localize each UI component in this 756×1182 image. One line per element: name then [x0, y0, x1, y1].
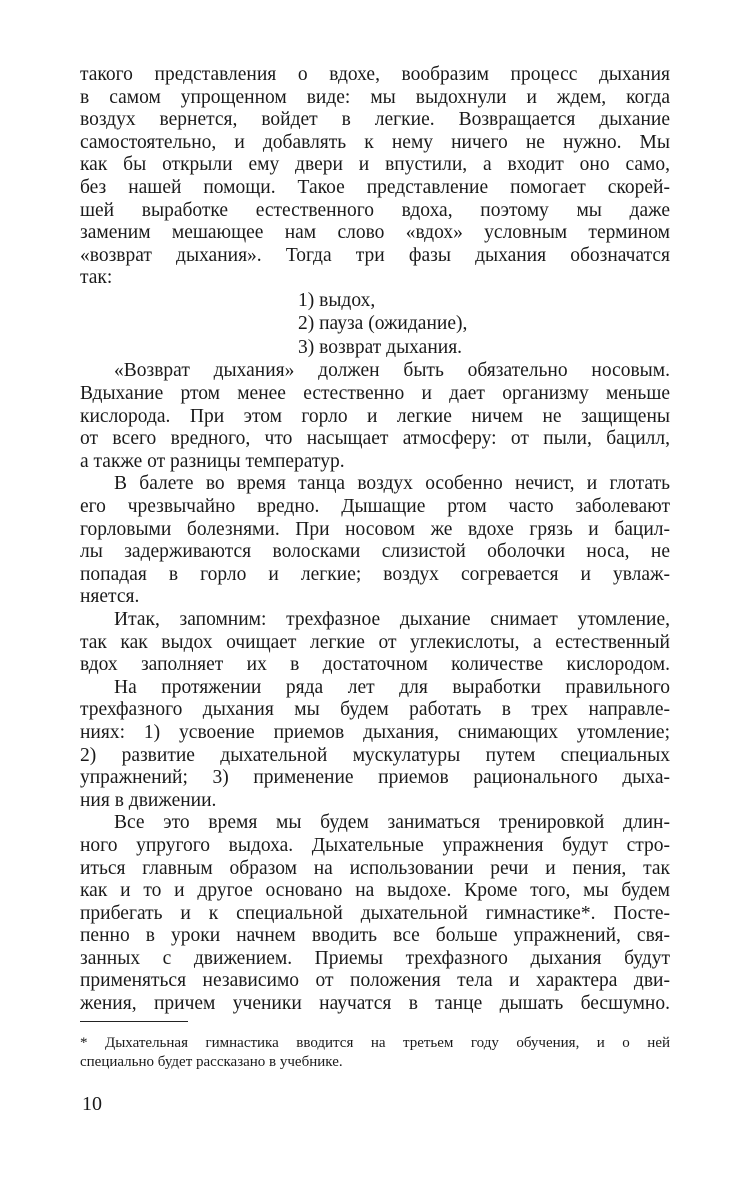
text-line: Вдыхание ртом менее естественно и дает организму меньше — [80, 383, 670, 405]
text-line: прибегать и к специальной дыхательной гимнастике*. Посте- — [80, 902, 670, 924]
paragraph-2 — [80, 360, 670, 473]
text-line: кислорода. При этом горло и легкие ничем не защищены — [80, 405, 670, 427]
text-line: а также от разницы температур. — [80, 450, 345, 472]
text-line: в самом упрощенном виде: мы выдохнули и ждем, когда — [80, 86, 670, 108]
text-line: ниях: 1) усвоение приемов дыхания, снимающих утомление; — [80, 721, 670, 743]
text-line: ного упругого выдоха. Дыхательные упражнения будут стро- — [80, 834, 670, 856]
text-line: трехфазного дыхания мы будем работать в трех направле- — [80, 699, 670, 721]
text-line: попадая в горло и легкие; воздух согревается и увлаж- — [80, 563, 670, 585]
text-line: жения, причем ученики научатся в танце дышать бесшумно. — [80, 993, 670, 1015]
text-line: горловыми болезнями. При носовом же вдохе грязь и бацил- — [80, 518, 670, 540]
footnote-line: специально будет рассказано в учебнике. — [80, 1054, 343, 1070]
text-line: занных с движением. Приемы трехфазного дыхания будут — [80, 947, 670, 969]
text-line: применяться независимо от положения тела и характера дви- — [80, 970, 670, 992]
text-line: шей выработке естественного вдоха, поэтому мы даже — [80, 199, 670, 221]
breathing-phases-list — [298, 290, 670, 361]
text-line: няется. — [80, 586, 140, 608]
text-line: вдох заполняет их в достаточном количестве кислородом. — [80, 654, 670, 676]
text-line: 2) развитие дыхательной мускулатуры путем специальных — [80, 744, 670, 766]
text-line: лы задерживаются волосками слизистой оболочки носа, не — [80, 541, 670, 563]
text-line: пенно в уроки начнем вводить все больше упражнений, свя- — [80, 925, 670, 947]
text-line: «Возврат дыхания» должен быть обязательно носовым. — [114, 360, 670, 382]
text-line: самостоятельно, и добавлять к нему ничего не нужно. Мы — [80, 131, 670, 153]
text-line: В балете во время танца воздух особенно нечист, и глотать — [114, 473, 670, 495]
paragraph-6 — [80, 812, 670, 1015]
list-item: 2) пауза (ожидание), — [298, 313, 468, 335]
text-line: заменим мешающее нам слово «вдох» условным термином — [80, 222, 670, 244]
text-line: «возврат дыхания». Тогда три фазы дыхания обозначатся — [80, 244, 670, 266]
footnote-line: * Дыхательная гимнастика вводится на третьем году обучения, и о ней — [80, 1035, 670, 1051]
text-line: Все это время мы будем заниматься тренировкой длин- — [114, 812, 670, 834]
text-line: как бы открыли ему двери и впустили, а входит оно само, — [80, 154, 670, 176]
text-line: На протяжении ряда лет для выработки правильного — [114, 676, 670, 698]
text-line: воздух вернется, войдет в легкие. Возвращается дыхание — [80, 109, 670, 131]
paragraph-4 — [80, 609, 670, 677]
paragraph-1 — [80, 64, 670, 290]
text-line: иться главным образом на использовании речи и пения, так — [80, 857, 670, 879]
text-line: упражнений; 3) применение приемов рационального дыха- — [80, 767, 670, 789]
footnote — [80, 1034, 670, 1072]
page-number: 10 — [82, 1093, 102, 1115]
paragraph-5 — [80, 677, 670, 813]
text-line: Итак, запомним: трехфазное дыхание снимает утомление, — [114, 608, 670, 630]
text-line: такого представления о вдохе, вообразим процесс дыхания — [80, 64, 670, 85]
text-line: ния в движении. — [80, 789, 217, 811]
text-line: как и то и другое основано на выдохе. Кроме того, мы будем — [80, 880, 670, 902]
text-line: так как выдох очищает легкие от углекислоты, а естественный — [80, 631, 670, 653]
list-item: 1) выдох, — [298, 289, 376, 311]
footnote-divider — [80, 1021, 188, 1022]
text-line: так: — [80, 267, 113, 289]
paragraph-3 — [80, 473, 670, 609]
list-item: 3) возврат дыхания. — [298, 336, 463, 358]
text-line: без нашей помощи. Такое представление помогает скорей- — [80, 176, 670, 198]
text-line: от всего вредного, что насыщает атмосферу: от пыли, бацилл, — [80, 428, 670, 450]
page-body — [80, 64, 670, 1016]
text-line: его чрезвычайно вредно. Дышащие ртом часто заболевают — [80, 496, 670, 517]
